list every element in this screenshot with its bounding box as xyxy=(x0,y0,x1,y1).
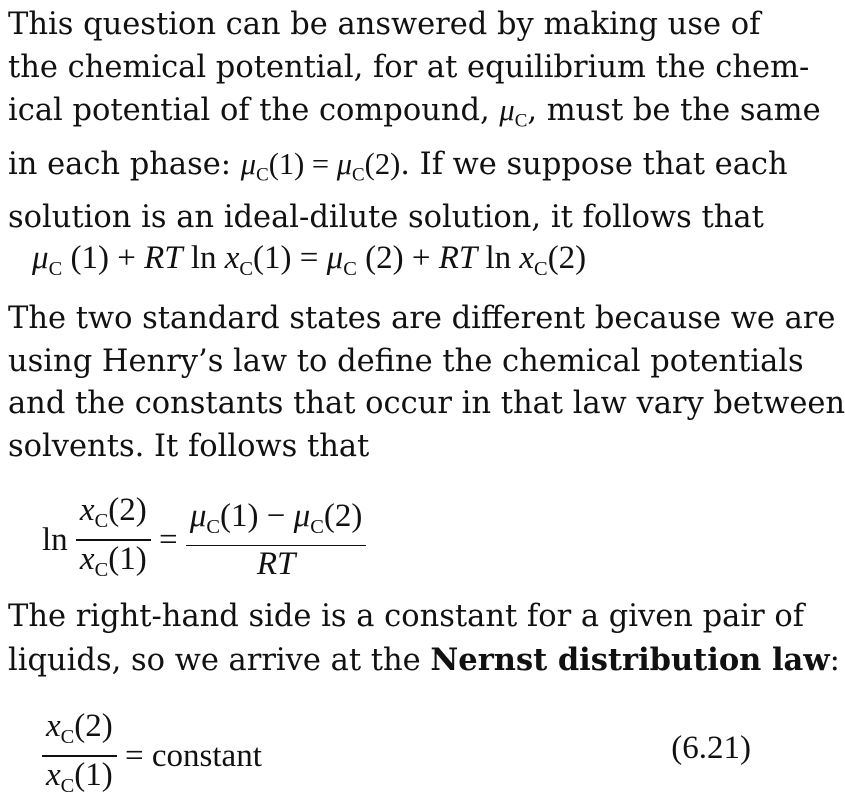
p1-line-3-tail: , must be the same xyxy=(527,93,821,128)
equation-nernst xyxy=(42,708,262,804)
equation-number: (6.21) xyxy=(671,730,751,766)
fraction-nernst: $\frac{x_C(2)}{x_C(1)}$ xyxy=(42,708,117,804)
p1-line-3 xyxy=(8,89,821,143)
p3-line-2 xyxy=(8,639,840,683)
p1-line-2: the chemical potential, for at equilibrium the chem- xyxy=(8,49,810,85)
equation-chemical-potential: $\mu_C$ (1) + RT $\ln x_C(1) = \mu_C$ (2) + RT $\ln x_C(2)$ xyxy=(32,240,587,281)
paragraph-1 xyxy=(8,4,821,240)
p1-line-4 xyxy=(8,143,788,197)
p1-line-3-text: ical potential of the compound, xyxy=(8,93,500,128)
nernst-rhs: = constant xyxy=(125,737,262,774)
equilibrium-condition: $\mu_C(1) = \mu_C(2)$ xyxy=(240,147,401,186)
nernst-law-term: Nernst distribution law xyxy=(430,641,830,678)
p2-line-3: and the constants that occur in that law vary between xyxy=(8,386,845,421)
p1-line-5: solution is an ideal-dilute solution, it follows that xyxy=(8,200,764,236)
paragraph-2 xyxy=(8,298,845,468)
p3-line-1: The right-hand side is a constant for a given pair of xyxy=(8,599,805,634)
fraction-potential-difference: $\frac{\mu_C(1) - \mu_C(2)}{RT}$ xyxy=(186,498,367,583)
paragraph-3 xyxy=(8,596,840,682)
p2-line-1: The two standard states are different because we are xyxy=(8,301,836,336)
p1-line-4-text: in each phase: xyxy=(8,147,241,183)
p3-line-2-start: liquids, so we arrive at the xyxy=(8,642,431,678)
mu-c-symbol: $\mu_C$ xyxy=(499,93,528,132)
equation-log-ratio: ln $\frac{x_C(2)}{x_C(1)}$ = $\frac{\mu_C(1) - \mu_C(2)}{RT}$ xyxy=(42,492,366,588)
p1-line-4-tail: . If we suppose that each xyxy=(400,147,788,183)
fraction-mole-ratio: $\frac{x_C(2)}{x_C(1)}$ xyxy=(76,492,151,588)
p2-line-2: using Henry’s law to define the chemical potentials xyxy=(8,343,804,379)
p2-line-4: solvents. It follows that xyxy=(8,428,370,464)
p3-line-2-end: : xyxy=(829,642,840,678)
p1-line-1: This question can be answered by making use of xyxy=(8,7,761,42)
